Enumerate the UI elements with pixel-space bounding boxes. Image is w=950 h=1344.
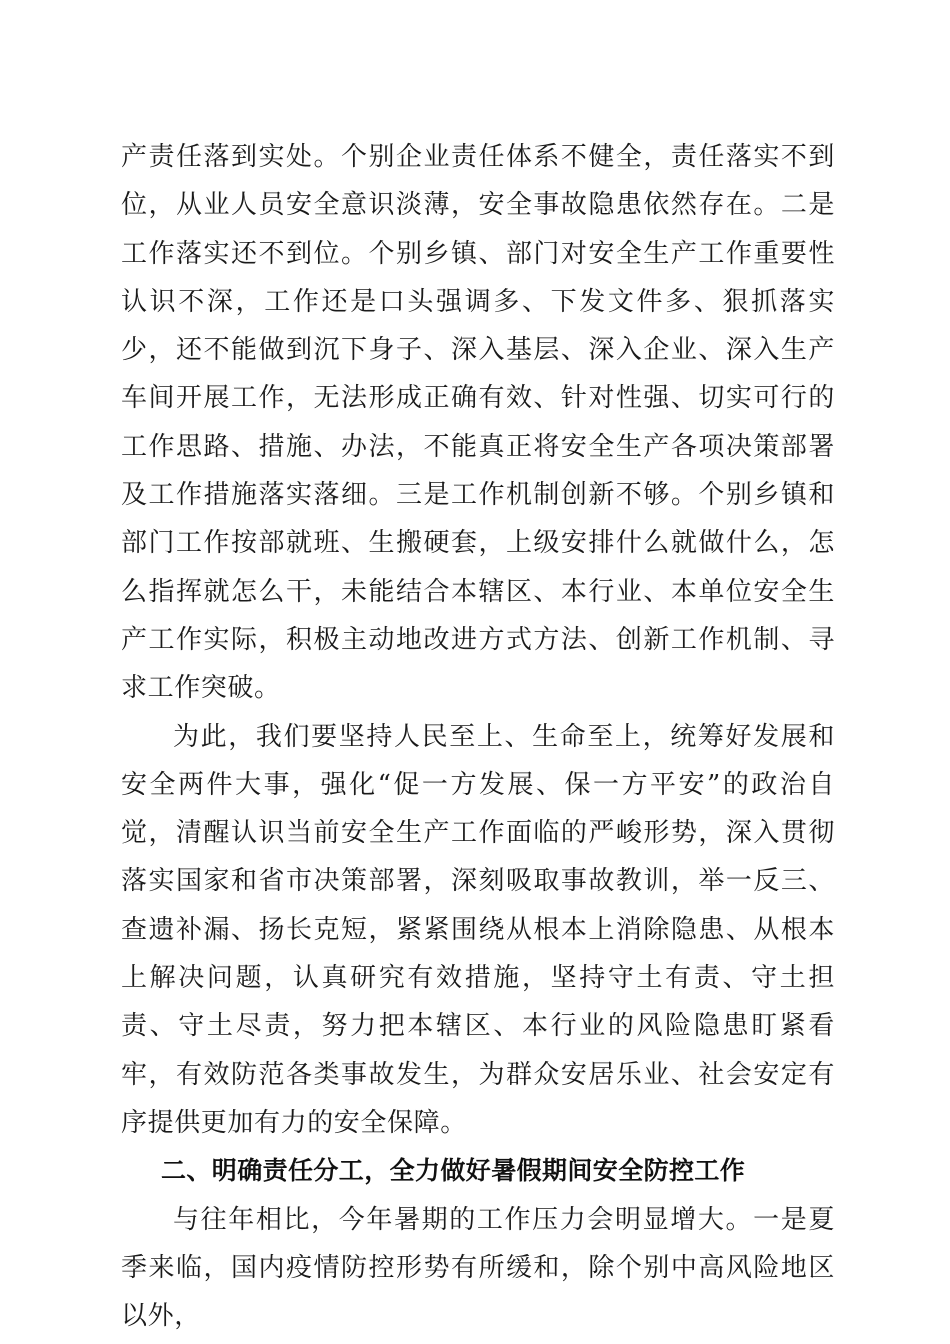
body-paragraph: 为此，我们要坚持人民至上、生命至上，统筹好发展和安全两件大事，强化“促一方发展、保一方平安”的政治自觉，清醒认识当前安全生产工作面临的严峻形势，深入贯彻落实国家和省市决策部署，深刻吸取事故教训，举一反三、查遗补漏、扬长克短，紧紧围绕从根本上消除隐患、从根本上解决问题，认真研究有效措施，坚持守土有责、守土担责、守土尽责，努力把本辖区、本行业的风险隐患盯紧看牢，有效防范各类事故发生，为群众安居乐业、社会安定有序提供更加有力的安全保障。 [121,721,835,1138]
section-heading: 二、明确责任分工，全力做好暑假期间安全防控工作 [161,1156,746,1186]
document-body [121,133,835,1340]
body-paragraph: 与往年相比，今年暑期的工作压力会明显增大。一是夏季来临，国内疫情防控形势有所缓和，除个别中高风险地区以外， [121,1204,835,1332]
body-paragraph-continued: 产责任落到实处。个别企业责任体系不健全，责任落实不到位，从业人员安全意识淡薄，安全事故隐患依然存在。二是工作落实还不到位。个别乡镇、部门对安全生产工作重要性认识不深，工作还是口头强调多、下发文件多、狠抓落实少，还不能做到沉下身子、深入基层、深入企业、深入生产车间开展工作，无法形成正确有效、针对性强、切实可行的工作思路、措施、办法，不能真正将安全生产各项决策部署及工作措施落实落细。三是工作机制创新不够。个别乡镇和部门工作按部就班、生搬硬套，上级安排什么就做什么，怎么指挥就怎么干，未能结合本辖区、本行业、本单位安全生产工作实际，积极主动地改进方式方法、创新工作机制、寻求工作突破。 [121,142,835,704]
